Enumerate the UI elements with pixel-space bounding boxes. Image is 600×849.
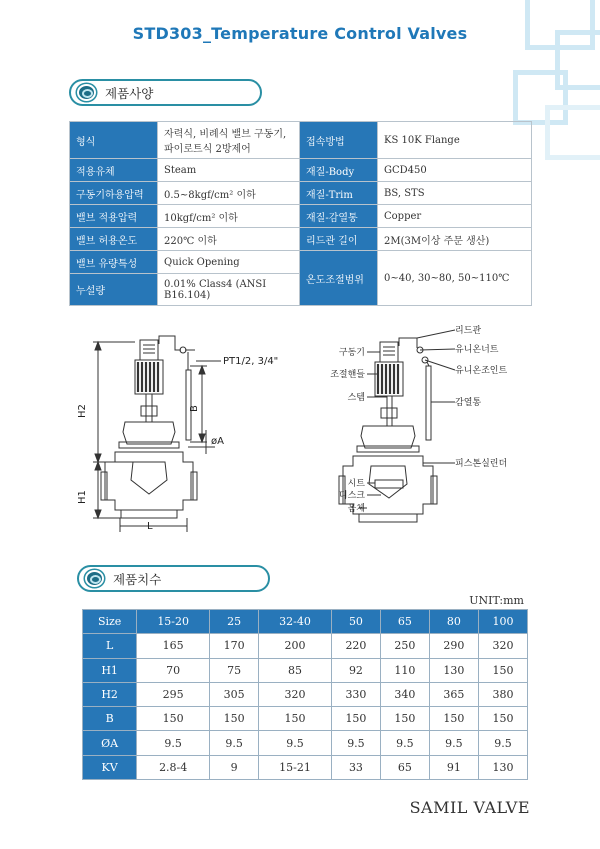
spec-value: Copper — [378, 205, 532, 228]
dim-h1-label: H1 — [77, 490, 88, 504]
spec-label: 밸브 적용압력 — [70, 205, 158, 228]
table-cell: 200 — [259, 634, 332, 658]
table-row — [83, 682, 528, 706]
table-cell: 150 — [478, 658, 527, 682]
table-cell: 130 — [429, 658, 478, 682]
table-cell: 150 — [210, 707, 259, 731]
table-cell: 150 — [137, 707, 210, 731]
table-cell: 70 — [137, 658, 210, 682]
column-header: 15-20 — [137, 610, 210, 634]
table-cell: 9.5 — [380, 731, 429, 755]
spec-value: 자력식, 비례식 밸브 구동기, 파이로트식 2방제어 — [158, 122, 300, 159]
part-actuator-label: 구동기 — [338, 348, 365, 358]
table-row — [83, 658, 528, 682]
spec-row — [70, 182, 532, 205]
spec-label: 구동기하용압력 — [70, 182, 158, 205]
table-cell: 9.5 — [429, 731, 478, 755]
bullet-icon — [85, 570, 104, 587]
dim-b-label: B — [189, 405, 200, 412]
table-cell: 250 — [380, 634, 429, 658]
table-cell: 65 — [380, 755, 429, 779]
part-stem-label: 스템 — [347, 393, 365, 403]
table-cell: 9.5 — [137, 731, 210, 755]
row-header: B — [83, 707, 137, 731]
row-header: H2 — [83, 682, 137, 706]
spec-value: Quick Opening — [158, 251, 300, 274]
table-cell: 290 — [429, 634, 478, 658]
brand-name: SAMIL VALVE — [409, 798, 530, 817]
table-row — [83, 634, 528, 658]
row-header: L — [83, 634, 137, 658]
table-cell: 91 — [429, 755, 478, 779]
spec-section-header — [69, 79, 262, 106]
table-cell: 220 — [331, 634, 380, 658]
table-cell: 92 — [331, 658, 380, 682]
table-cell: 9.5 — [210, 731, 259, 755]
column-header: Size — [83, 610, 137, 634]
part-piston-label: 피스톤실린더 — [455, 459, 508, 469]
table-cell: 9.5 — [478, 731, 527, 755]
spec-table — [69, 121, 532, 306]
table-cell: 380 — [478, 682, 527, 706]
bullet-icon — [77, 84, 96, 101]
table-row — [83, 707, 528, 731]
column-header: 50 — [331, 610, 380, 634]
table-cell: 320 — [259, 682, 332, 706]
dims-section-title: 제품치수 — [113, 571, 162, 587]
table-cell: 130 — [478, 755, 527, 779]
spec-label: 누설량 — [70, 274, 158, 306]
spec-row — [70, 122, 532, 159]
part-body-label: 몸체 — [347, 504, 365, 514]
unit-label: UNIT:mm — [469, 594, 524, 607]
row-header: KV — [83, 755, 137, 779]
spec-label: 적용유체 — [70, 159, 158, 182]
spec-row — [70, 205, 532, 228]
table-cell: 150 — [259, 707, 332, 731]
column-header: 100 — [478, 610, 527, 634]
page-title: STD303_Temperature Control Valves — [132, 24, 468, 43]
table-cell: 150 — [429, 707, 478, 731]
column-header: 32-40 — [259, 610, 332, 634]
spec-value: 10kgf/cm² 이하 — [158, 205, 300, 228]
spec-label: 온도조절범위 — [300, 251, 378, 306]
valve-dimension-drawing — [75, 322, 315, 537]
part-union-nut-label: 유니온너트 — [455, 345, 499, 355]
table-cell: 295 — [137, 682, 210, 706]
table-cell: 15-21 — [259, 755, 332, 779]
spec-label: 재질-Body — [300, 159, 378, 182]
table-cell: 9 — [210, 755, 259, 779]
spec-row — [70, 159, 532, 182]
spec-value: 0.5~8kgf/cm² 이하 — [158, 182, 300, 205]
valve-parts-drawing — [305, 322, 530, 537]
spec-label: 접속방법 — [300, 122, 378, 159]
spec-value: 2M(3M이상 주문 생산) — [378, 228, 532, 251]
spec-row — [70, 228, 532, 251]
dim-l-label: L — [147, 521, 153, 532]
column-header: 65 — [380, 610, 429, 634]
dimension-header-row — [83, 610, 528, 634]
table-cell: 85 — [259, 658, 332, 682]
table-cell: 150 — [380, 707, 429, 731]
dimension-table — [82, 609, 528, 780]
table-cell: 305 — [210, 682, 259, 706]
part-disc-label: 디스크 — [338, 491, 365, 501]
table-cell: 33 — [331, 755, 380, 779]
part-lead-pipe-label: 리드관 — [455, 326, 482, 336]
part-sensor-label: 감열통 — [455, 398, 482, 408]
table-row — [83, 731, 528, 755]
spec-section-title: 제품사양 — [105, 85, 154, 101]
table-cell: 110 — [380, 658, 429, 682]
part-seat-label: 시트 — [347, 479, 365, 489]
pt-connection-label: PT1/2, 3/4" — [223, 356, 279, 367]
spec-label: 재질-Trim — [300, 182, 378, 205]
spec-value: 0.01% Class4 (ANSI B16.104) — [158, 274, 300, 306]
dims-section-header — [77, 565, 270, 592]
row-header: H1 — [83, 658, 137, 682]
spec-label: 형식 — [70, 122, 158, 159]
table-cell: 330 — [331, 682, 380, 706]
spec-value: Steam — [158, 159, 300, 182]
part-union-joint-label: 유니온조인트 — [455, 366, 508, 376]
spec-value: 220℃ 이하 — [158, 228, 300, 251]
table-cell: 170 — [210, 634, 259, 658]
table-cell: 75 — [210, 658, 259, 682]
table-row — [83, 755, 528, 779]
table-cell: 2.8-4 — [137, 755, 210, 779]
spec-value: GCD450 — [378, 159, 532, 182]
spec-value: 0~40, 30~80, 50~110℃ — [378, 251, 532, 306]
spec-row — [70, 251, 532, 274]
column-header: 80 — [429, 610, 478, 634]
spec-value: BS, STS — [378, 182, 532, 205]
spec-label: 리드관 길이 — [300, 228, 378, 251]
table-cell: 165 — [137, 634, 210, 658]
table-cell: 340 — [380, 682, 429, 706]
table-cell: 365 — [429, 682, 478, 706]
table-cell: 9.5 — [331, 731, 380, 755]
spec-label: 재질-감열통 — [300, 205, 378, 228]
row-header: ØA — [83, 731, 137, 755]
table-cell: 150 — [478, 707, 527, 731]
spec-label: 밸브 유량특성 — [70, 251, 158, 274]
table-cell: 320 — [478, 634, 527, 658]
column-header: 25 — [210, 610, 259, 634]
dim-a-label: øA — [211, 436, 224, 447]
table-cell: 150 — [331, 707, 380, 731]
dim-h2-label: H2 — [77, 404, 88, 418]
spec-label: 밸브 허용온도 — [70, 228, 158, 251]
table-cell: 9.5 — [259, 731, 332, 755]
part-handle-label: 조절핸들 — [330, 370, 365, 380]
spec-value: KS 10K Flange — [378, 122, 532, 159]
